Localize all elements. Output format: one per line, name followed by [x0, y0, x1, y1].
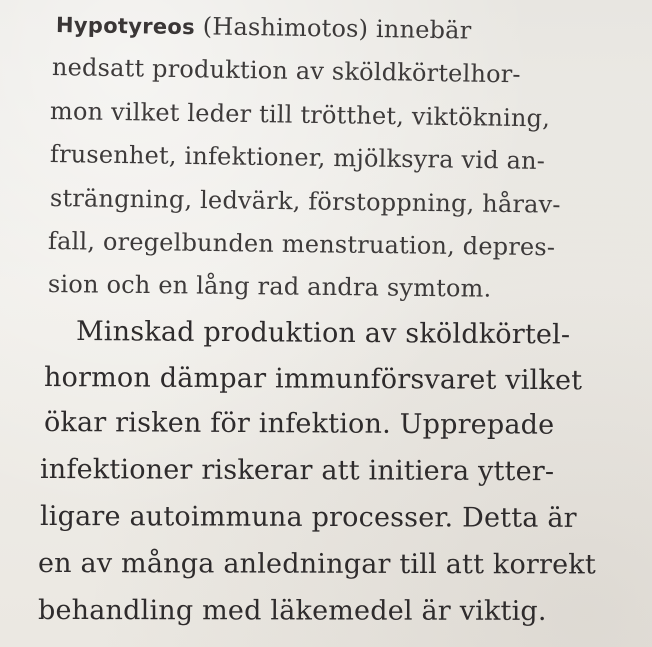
text-line: nedsatt produktion av sköldkörtelhor-: [51, 53, 521, 89]
text-line: hormon dämpar immunförsvaret vilket: [43, 362, 583, 397]
text-line: Minskad produktion av sköldkörtel-: [75, 316, 571, 351]
text-line: frusenhet, infektioner, mjölksyra vid an-: [49, 140, 546, 175]
text-line: en av många anledningar till att korrekt: [37, 548, 596, 581]
text-line: strängning, ledvärk, förstoppning, hårav-: [49, 184, 561, 219]
text-line: mon vilket leder till trötthet, viktökning,: [49, 97, 551, 133]
text-line: infektioner riskerar att initiera ytter-: [39, 454, 555, 488]
text-line: ligare autoimmuna processer. Detta är: [39, 501, 577, 534]
text-line: [56, 12, 472, 43]
text-fragment: (Hashimotos) innebär: [194, 12, 472, 45]
lead-term: Hypotyreos: [55, 13, 196, 40]
text-line: behandling med läkemedel är viktig.: [37, 595, 547, 627]
text-line: ökar risken för infektion. Upprepade: [43, 407, 555, 441]
text-line: fall, oregelbunden menstruation, depres-: [47, 227, 556, 262]
text-line: sion och en lång rad andra symtom.: [47, 270, 492, 303]
